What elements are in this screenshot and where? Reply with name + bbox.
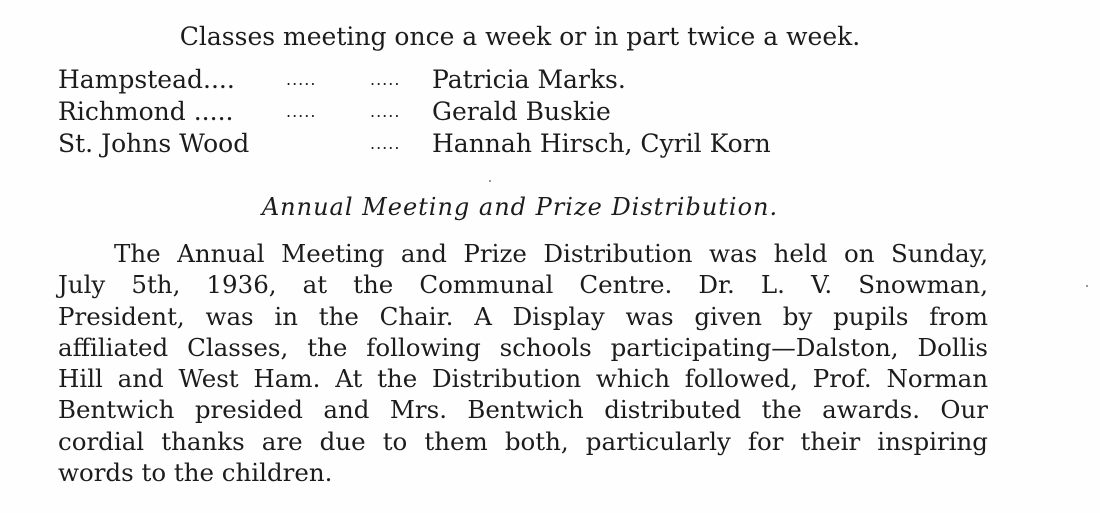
class-teacher: Patricia Marks. bbox=[432, 65, 626, 94]
section-title: Annual Meeting and Prize Distribution. bbox=[261, 193, 779, 221]
paragraph-line: words to the children. bbox=[58, 458, 333, 488]
paragraph-line: Hill and West Ham. At the Distribution which followed, Prof. Norman bbox=[58, 364, 988, 394]
leader-dots: ..... bbox=[370, 102, 401, 121]
leader-dots: ..... bbox=[286, 102, 317, 121]
class-place: Richmond ..... bbox=[58, 97, 234, 126]
class-teacher: Gerald Buskie bbox=[432, 97, 611, 126]
paragraph-line: affiliated Classes, the following schools participating—Dalston, Dollis bbox=[58, 332, 988, 362]
paragraph-line: President, was in the Chair. A Display was given by pupils from bbox=[58, 301, 988, 331]
paragraph-line: July 5th, 1936, at the Communal Centre. Dr. L. V. Snowman, bbox=[58, 270, 988, 300]
leader-dots: ..... bbox=[286, 70, 317, 89]
paragraph-line: cordial thanks are due to them both, particularly for their inspiring bbox=[58, 426, 988, 456]
leader-dots: ..... bbox=[370, 70, 401, 89]
leader-dots: ..... bbox=[370, 134, 401, 153]
class-teacher: Hannah Hirsch, Cyril Korn bbox=[432, 129, 771, 158]
classes-heading: Classes meeting once a week or in part twice a week. bbox=[179, 22, 861, 51]
paragraph-line: Bentwich presided and Mrs. Bentwich distributed the awards. Our bbox=[58, 395, 988, 425]
paper-speck bbox=[489, 180, 491, 182]
paragraph-line: The Annual Meeting and Prize Distribution was held on Sunday, bbox=[114, 239, 988, 268]
paper-speck bbox=[1086, 285, 1088, 287]
body-paragraph bbox=[58, 238, 988, 488]
class-place: St. Johns Wood bbox=[58, 129, 250, 158]
class-place: Hampstead.... bbox=[58, 65, 235, 94]
